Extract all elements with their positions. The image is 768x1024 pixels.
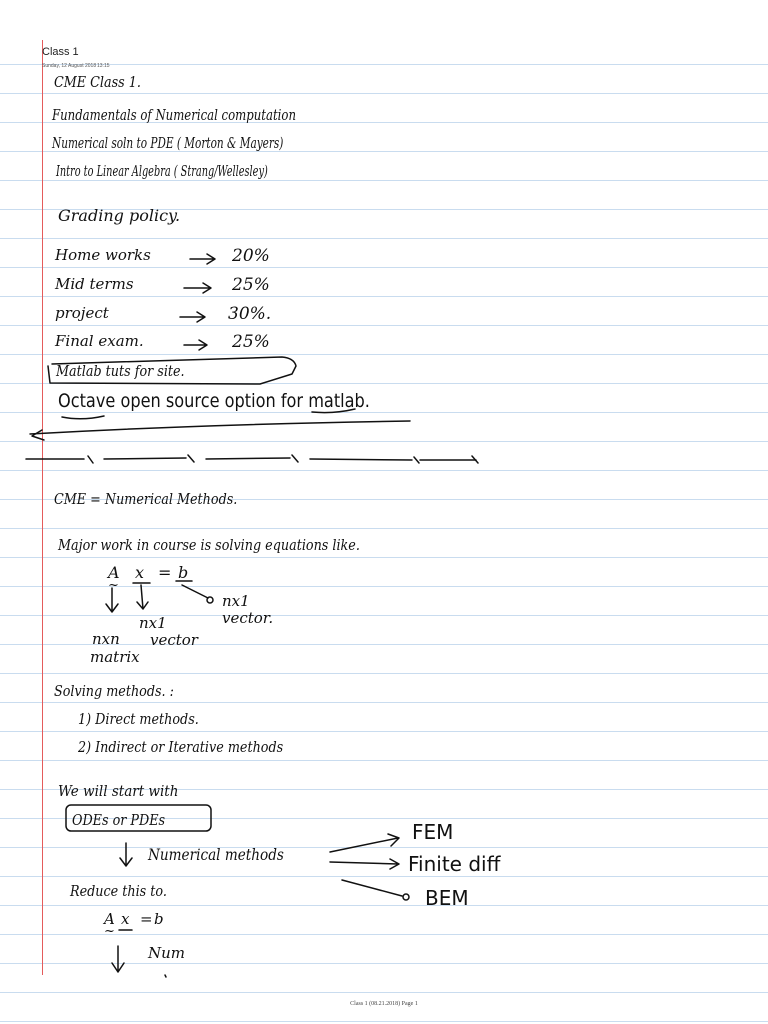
- page-header-area: [0, 0, 768, 48]
- label-vector-mid: vector: [150, 631, 198, 649]
- arrow-homeworks: [190, 254, 215, 264]
- page-title: Class 1: [42, 46, 79, 58]
- major-work: Major work in course is solving equations like.: [58, 536, 360, 554]
- numerical-methods: Numerical methods: [148, 845, 284, 864]
- label-matrix: matrix: [90, 648, 140, 666]
- label-vector-right: vector.: [222, 609, 274, 627]
- start-with: We will start with: [58, 782, 179, 800]
- eq-equals: =: [158, 563, 172, 582]
- grading-heading: Grading policy.: [58, 206, 181, 225]
- arrow-to-bem-head: [403, 894, 409, 900]
- eq-tilde: ~: [108, 578, 119, 593]
- solving-method-1: 1) Direct methods.: [78, 710, 199, 728]
- arrow-x-down: [137, 585, 148, 609]
- grading-value-1: 20%: [232, 246, 270, 266]
- solving-method-2: 2) Indirect or Iterative methods: [78, 738, 284, 756]
- label-nxn: nxn: [92, 630, 120, 648]
- page-footer: Class 1 (08.21.2018) Page 1: [350, 1001, 418, 1007]
- grading-value-3: 30%.: [228, 304, 272, 324]
- label-nx1-mid: nx1: [139, 614, 167, 632]
- label-nx1-right: nx1: [222, 592, 250, 610]
- topic-3: Intro to Linear Algebra ( Strang/Wellesley): [56, 162, 268, 180]
- eq-b: b: [178, 563, 189, 582]
- stray-dot: [165, 975, 166, 977]
- num-note: Num: [148, 944, 186, 962]
- margin-line: [42, 40, 43, 975]
- octave-underline: [62, 416, 104, 419]
- solving-heading: Solving methods. :: [54, 682, 174, 700]
- eq2-x: x: [121, 910, 130, 928]
- arrow-reduce-down: [112, 946, 124, 972]
- grading-item-1: Home works: [55, 246, 151, 264]
- octave-note: Octave open source option for matlab.: [58, 390, 370, 412]
- arrow-b-right: [182, 585, 208, 598]
- eq-x: x: [135, 563, 145, 582]
- topic-1: Fundamentals of Numerical computation: [52, 106, 296, 124]
- timeline: [26, 458, 476, 460]
- arrow-to-bem: [342, 880, 402, 896]
- timeline-marks: [88, 455, 478, 463]
- eq2-b: b: [154, 910, 164, 928]
- arrow-midterms: [184, 283, 211, 293]
- topic-2: Numerical soln to PDE ( Morton & Mayers): [52, 134, 284, 152]
- arrow-project: [180, 312, 205, 322]
- matlab-note: Matlab tuts for site.: [56, 362, 185, 380]
- grading-item-4: Final exam.: [55, 332, 144, 350]
- arrow-to-fem: [330, 834, 399, 852]
- arrow-to-finite-diff: [330, 859, 399, 869]
- eq-a: A: [108, 563, 120, 582]
- method-bem: BEM: [425, 886, 469, 910]
- eq2-equals: =: [140, 910, 153, 928]
- grading-value-4: 25%: [232, 332, 270, 352]
- reduce-note: Reduce this to.: [70, 882, 167, 900]
- eq2-tilde: ~: [104, 924, 115, 939]
- course-title: CME Class 1.: [54, 73, 141, 91]
- grading-item-3: project: [55, 304, 109, 322]
- cme-equals: CME = Numerical Methods.: [54, 490, 238, 508]
- page-date: Sunday, 12 August 2018: [42, 63, 97, 69]
- arrow-odes-down: [120, 843, 132, 866]
- odes-box-label: ODEs or PDEs: [72, 811, 166, 829]
- arrow-final: [184, 340, 207, 350]
- page-time: 13:15: [97, 63, 110, 69]
- divider-line: [30, 421, 410, 434]
- method-finite-diff: Finite diff: [408, 852, 501, 876]
- method-fem: FEM: [412, 820, 454, 844]
- eq2-a: A: [104, 910, 115, 928]
- grading-item-2: Mid terms: [55, 275, 134, 293]
- arrow-b-head: [207, 597, 213, 603]
- grading-value-2: 25%: [232, 275, 270, 295]
